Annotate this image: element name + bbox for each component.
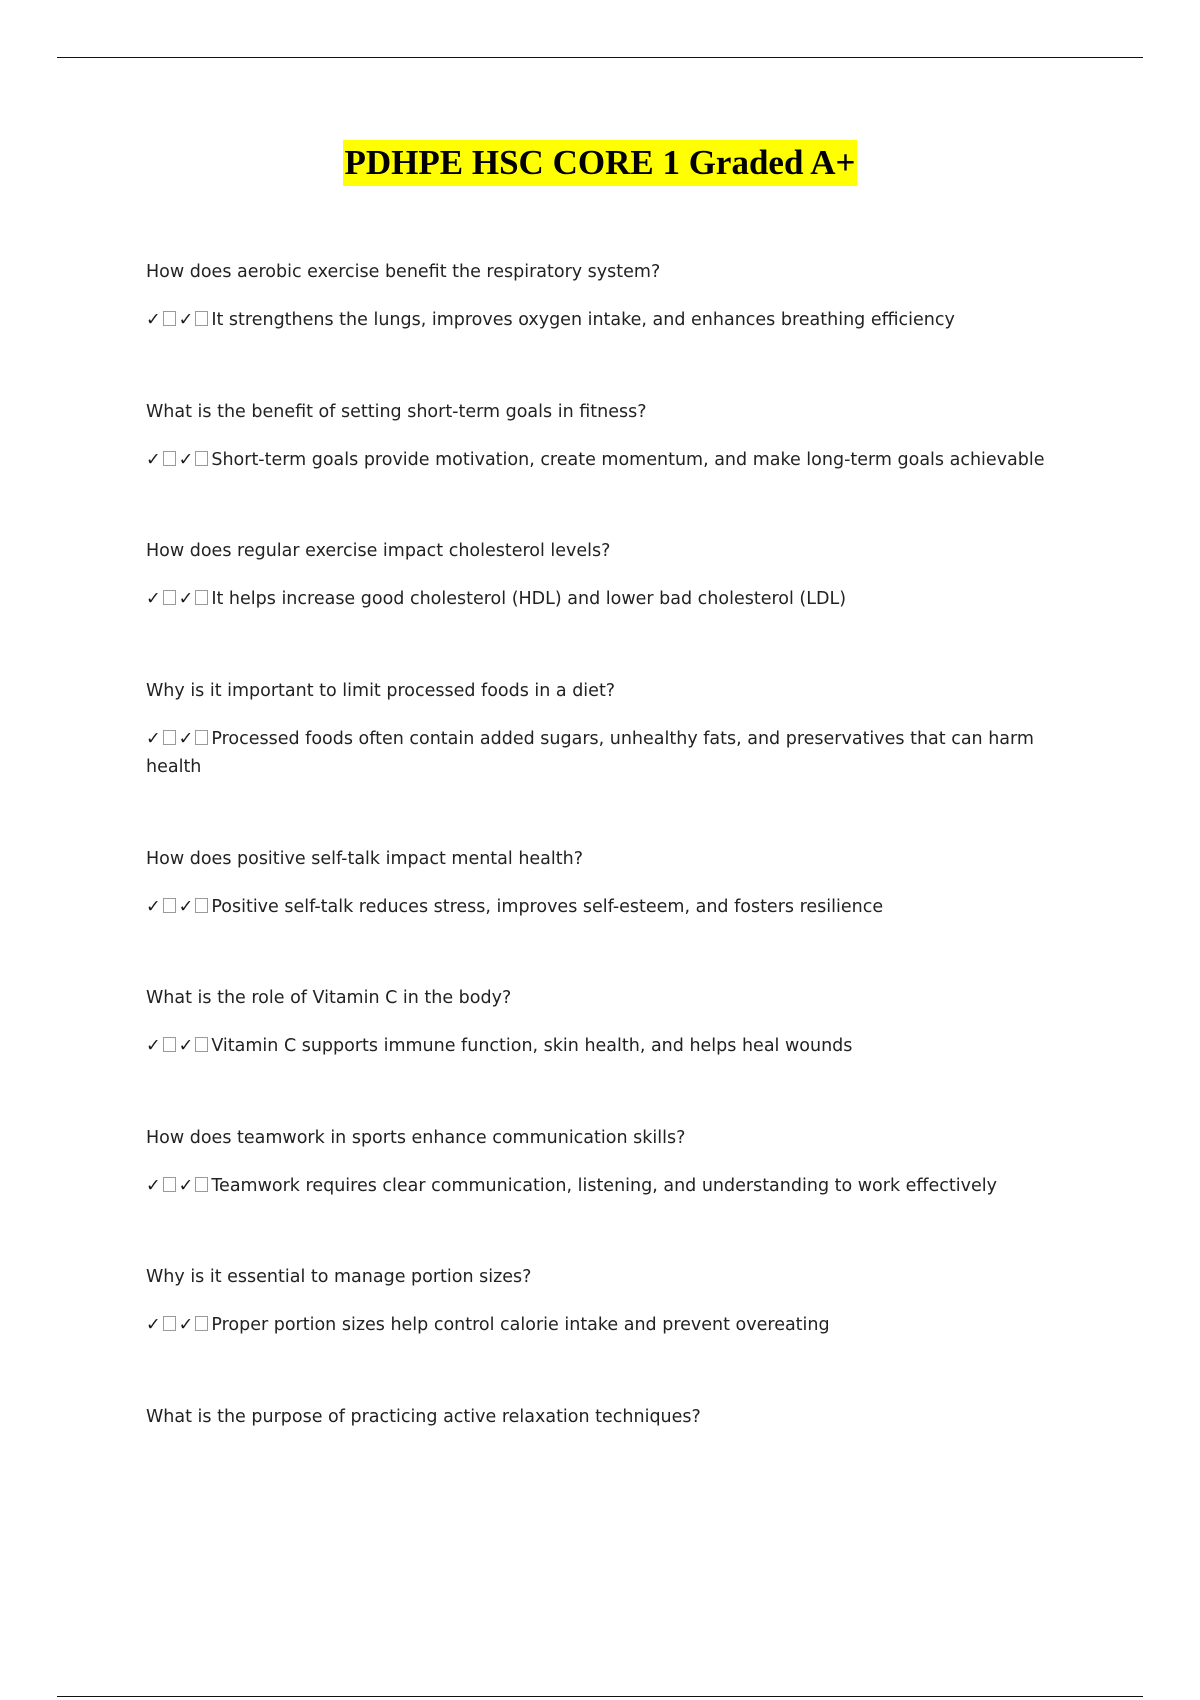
- answer-row: [146, 893, 1076, 921]
- answer-marker-icon: [146, 310, 211, 330]
- answer-marker-icon: [146, 1315, 211, 1335]
- answer-marker-icon: [146, 1176, 211, 1196]
- qa-item: [146, 984, 1076, 1124]
- qa-item: [146, 258, 1076, 398]
- checkmark-icon: ✓: [146, 1175, 161, 1196]
- qa-item: [146, 845, 1076, 985]
- checkmark-icon: ✓: [146, 896, 161, 917]
- answer-text: Processed foods often contain added sugars, unhealthy fats, and preservatives that can harm health: [146, 728, 1034, 777]
- answer-row: [146, 446, 1076, 474]
- question-text: What is the role of Vitamin C in the body?: [146, 988, 512, 1008]
- checkmark-icon: ✓: [178, 728, 194, 749]
- checkmark-icon: ✓: [146, 728, 161, 749]
- question-text: What is the benefit of setting short-term goals in fitness?: [146, 401, 647, 422]
- answer-row: [146, 1172, 1076, 1200]
- empty-box-icon: [163, 898, 176, 913]
- question-text: Why is it important to limit processed foods in a diet?: [146, 680, 616, 701]
- empty-box-icon: [163, 451, 176, 466]
- footer-rule: [57, 1696, 1143, 1697]
- answer-marker-icon: [146, 450, 211, 470]
- qa-item: [146, 1403, 1076, 1543]
- answer-row: [146, 725, 1076, 781]
- answer-marker-icon: [146, 1036, 211, 1056]
- answer-text: It helps increase good cholesterol (HDL) and lower bad cholesterol (LDL): [211, 589, 847, 609]
- answer-text: Positive self-talk reduces stress, improves self-esteem, and fosters resilience: [211, 896, 884, 917]
- checkmark-icon: ✓: [146, 589, 161, 609]
- qa-item: [146, 1263, 1076, 1403]
- answer-text: Vitamin C supports immune function, skin health, and helps heal wounds: [211, 1036, 853, 1056]
- answer-text: It strengthens the lungs, improves oxygen intake, and enhances breathing efficiency: [211, 310, 955, 330]
- question-text: How does regular exercise impact cholesterol levels?: [146, 541, 611, 561]
- checkmark-icon: ✓: [146, 1315, 161, 1335]
- empty-box-icon: [195, 451, 208, 466]
- checkmark-icon: ✓: [146, 310, 161, 330]
- checkmark-icon: ✓: [178, 1175, 194, 1196]
- qa-item: [146, 398, 1076, 538]
- checkmark-icon: ✓: [178, 449, 194, 470]
- empty-box-icon: [195, 1316, 208, 1331]
- question-text: How does positive self-talk impact mental health?: [146, 848, 584, 869]
- empty-box-icon: [195, 590, 208, 605]
- qa-item: [146, 537, 1076, 677]
- document-title: PDHPE HSC CORE 1 Graded A+: [343, 140, 858, 186]
- question-text: What is the purpose of practicing active relaxation techniques?: [146, 1406, 701, 1427]
- answer-row: [146, 306, 1076, 334]
- empty-box-icon: [163, 311, 176, 326]
- answer-marker-icon: [146, 589, 211, 609]
- answer-marker-icon: [146, 897, 211, 917]
- answer-text: Teamwork requires clear communication, listening, and understanding to work effectively: [211, 1175, 997, 1196]
- checkmark-icon: ✓: [146, 1036, 161, 1056]
- checkmark-icon: ✓: [178, 310, 194, 330]
- header-rule: [57, 57, 1143, 58]
- answer-text: Proper portion sizes help control calorie intake and prevent overeating: [211, 1315, 830, 1335]
- answer-row: [146, 585, 1076, 613]
- title-container: [0, 140, 1200, 186]
- empty-box-icon: [163, 590, 176, 605]
- answer-marker-icon: [146, 729, 211, 749]
- qa-item: [146, 1124, 1076, 1264]
- empty-box-icon: [195, 311, 208, 326]
- empty-box-icon: [195, 730, 208, 745]
- question-text: How does aerobic exercise benefit the respiratory system?: [146, 262, 661, 282]
- question-text: Why is it essential to manage portion sizes?: [146, 1267, 532, 1287]
- qa-list: [146, 258, 1076, 1542]
- qa-item: [146, 677, 1076, 845]
- empty-box-icon: [163, 1316, 176, 1331]
- checkmark-icon: ✓: [178, 1315, 194, 1335]
- answer-text: Short-term goals provide motivation, create momentum, and make long-term goals achievable: [211, 449, 1045, 470]
- empty-box-icon: [163, 730, 176, 745]
- empty-box-icon: [163, 1177, 176, 1192]
- checkmark-icon: ✓: [178, 1036, 194, 1056]
- answer-row: [146, 1311, 1076, 1339]
- empty-box-icon: [163, 1037, 176, 1052]
- checkmark-icon: ✓: [178, 896, 194, 917]
- empty-box-icon: [195, 898, 208, 913]
- checkmark-icon: ✓: [178, 589, 194, 609]
- checkmark-icon: ✓: [146, 449, 161, 470]
- question-text: How does teamwork in sports enhance communication skills?: [146, 1127, 686, 1148]
- empty-box-icon: [195, 1177, 208, 1192]
- empty-box-icon: [195, 1037, 208, 1052]
- answer-row: [146, 1032, 1076, 1060]
